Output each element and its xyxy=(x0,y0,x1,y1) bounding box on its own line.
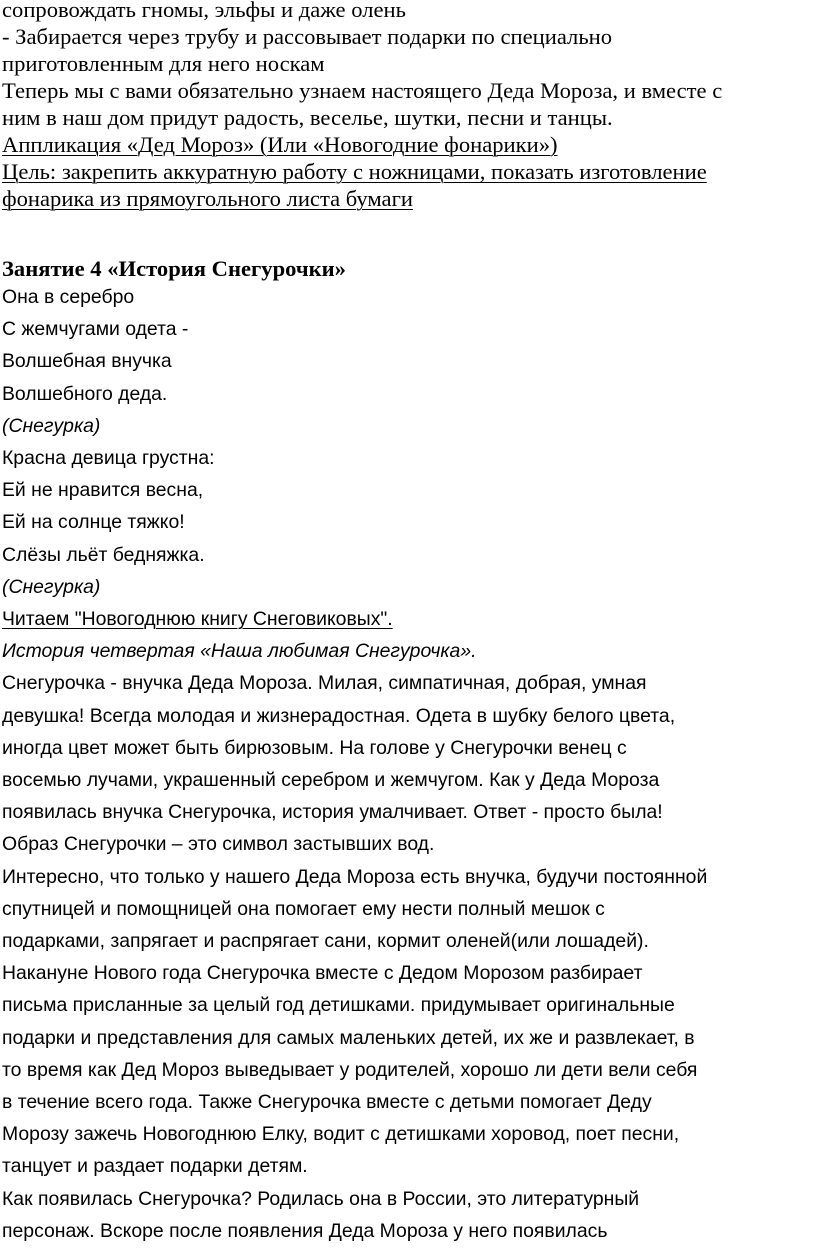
story-line: восемью лучами, украшенный серебром и жемчугом. Как у Деда Мороза xyxy=(2,769,660,792)
lesson-heading: Занятие 4 «История Снегурочки» xyxy=(2,256,346,281)
story-line: девушка! Всегда молодая и жизнерадостная. Одета в шубку белого цвета, xyxy=(2,704,676,727)
text-line: приготовленным для него носкам xyxy=(2,51,325,76)
poem-line: Она в серебро xyxy=(2,286,135,308)
story-line: Морозу зажечь Новогоднюю Елку, водит с детишками хоровод, поет песни, xyxy=(2,1123,680,1146)
story-line: в течение всего года. Также Снегурочка вместе с детьми помогает Деду xyxy=(2,1091,652,1114)
goal-line-continued: фонарика из прямоугольного листа бумаги xyxy=(2,186,413,211)
story-line: то время как Дед Мороз выведывает у родителей, хорошо ли дети вели себя xyxy=(2,1058,698,1081)
story-line: танцует и раздает подарки детям. xyxy=(2,1155,308,1178)
poem-line: Слёзы льёт бедняжка. xyxy=(2,543,205,566)
story-line: появилась внучка Снегурочка, история умалчивает. Ответ - просто была! xyxy=(2,801,663,824)
story-line: письма присланные за целый год детишками. придумывает оригинальные xyxy=(2,994,675,1017)
text-line: сопровождать гномы, эльфы и даже олень xyxy=(2,0,406,22)
story-line: Накануне Нового года Снегурочка вместе с Дедом Морозом разбирает xyxy=(2,962,643,985)
intro-text-block xyxy=(2,0,814,212)
riddle-answer: (Снегурка) xyxy=(2,575,101,598)
poem-line: Волшебного деда. xyxy=(2,382,168,405)
lesson-body xyxy=(2,281,814,1247)
text-line: Теперь мы с вами обязательно узнаем настоящего Деда Мороза, и вместе с xyxy=(2,78,723,103)
story-title: История четвертая «Наша любимая Снегурочка». xyxy=(2,640,477,663)
story-line: подарками, запрягает и распрягает сани, кормит оленей(или лошадей). xyxy=(2,930,649,953)
story-line: подарки и представления для самых маленьких детей, их же и развлекает, в xyxy=(2,1026,695,1049)
applique-title: Аппликация «Дед Мороз» (Или «Новогодние фонарики») xyxy=(2,132,558,157)
story-line: Снегурочка - внучка Деда Мороза. Милая, симпатичная, добрая, умная xyxy=(2,672,647,695)
goal-line: Цель: закрепить аккуратную работу с ножницами, показать изготовление xyxy=(2,159,707,184)
poem-line: Красна девица грустна: xyxy=(2,447,215,470)
story-line: Как появилась Снегурочка? Родилась она в России, это литературный xyxy=(2,1187,640,1210)
poem-line: Ей не нравится весна, xyxy=(2,479,204,502)
lesson-heading-block xyxy=(2,255,814,282)
story-line: спутницей и помощницей она помогает ему нести полный мешок с xyxy=(2,897,605,920)
story-line: Интересно, что только у нашего Деда Мороза есть внучка, будучи постоянной xyxy=(2,865,708,888)
text-line: ним в наш дом придут радость, веселье, шутки, песни и танцы. xyxy=(2,105,613,130)
book-link[interactable]: Читаем "Новогоднюю книгу Снеговиковых". xyxy=(2,608,393,631)
riddle-answer: (Снегурка) xyxy=(2,414,101,437)
poem-line: Волшебная внучка xyxy=(2,350,172,373)
poem-line: С жемчугами одета - xyxy=(2,318,189,341)
story-line: персонаж. Вскоре после появления Деда Мороза у него появилась xyxy=(2,1219,608,1242)
story-line: иногда цвет может быть бирюзовым. На голове у Снегурочки венец с xyxy=(2,736,627,759)
poem-line: Ей на солнце тяжко! xyxy=(2,511,185,534)
text-line: - Забирается через трубу и рассовывает подарки по специально xyxy=(2,24,613,49)
story-line: Образ Снегурочки – это символ застывших вод. xyxy=(2,833,435,856)
